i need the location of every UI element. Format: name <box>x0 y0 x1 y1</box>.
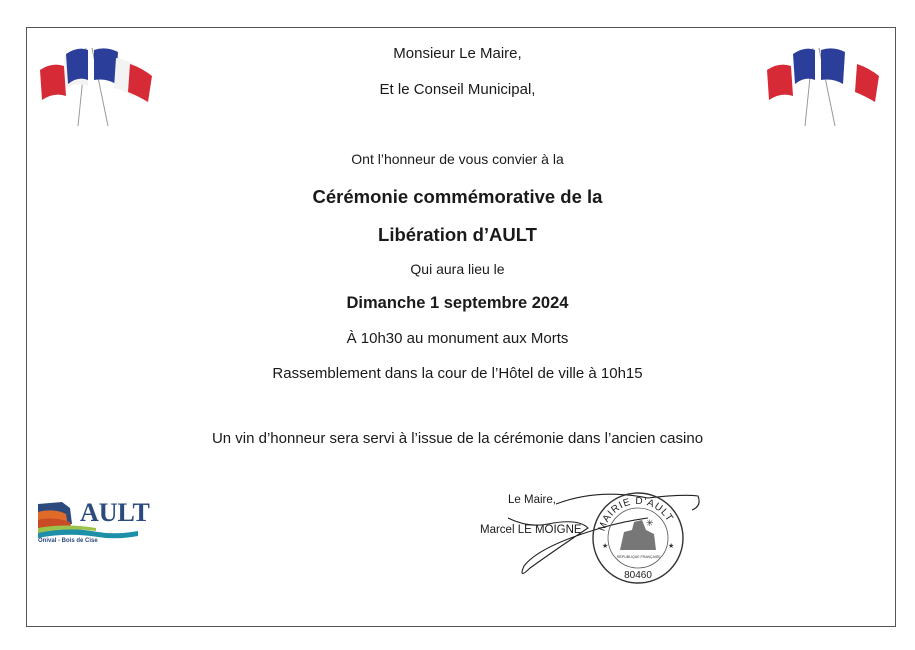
svg-text:★: ★ <box>668 543 675 550</box>
reception-note: Un vin d’honneur sera servi à l’issue de la cérémonie dans l’ancien casino <box>211 430 704 447</box>
mairie-seal <box>590 490 686 586</box>
signature-name: Marcel LE MOIGNE <box>480 524 582 536</box>
invitation-intro: Ont l’honneur de vous convier à la <box>351 151 564 167</box>
header-council: Et le Conseil Municipal, <box>379 81 536 98</box>
gathering-note: Rassemblement dans la cour de l’Hôtel de ville à 10h15 <box>272 365 643 382</box>
seal-postcode: 80460 <box>624 570 652 581</box>
signature-role: Le Maire, <box>508 494 556 506</box>
invitation-lead: Qui aura lieu le <box>410 261 505 277</box>
svg-text:✳: ✳ <box>646 518 654 528</box>
event-date: Dimanche 1 septembre 2024 <box>346 294 569 312</box>
ault-logo <box>36 498 150 548</box>
seal-top-text: MAIRIE D'AULT <box>596 495 676 533</box>
logo-subtitle: Onival - Bois de Cise <box>38 538 98 544</box>
seal-small-text: RÉPUBLIQUE FRANÇAISE <box>617 555 661 559</box>
logo-name: AULT <box>80 498 150 527</box>
event-time-place: À 10h30 au monument aux Morts <box>346 330 569 347</box>
event-title-line1: Cérémonie commémorative de la <box>312 186 603 207</box>
svg-text:★: ★ <box>602 543 609 550</box>
header-mayor: Monsieur Le Maire, <box>393 45 522 62</box>
event-title-line2: Libération d’AULT <box>378 224 537 245</box>
